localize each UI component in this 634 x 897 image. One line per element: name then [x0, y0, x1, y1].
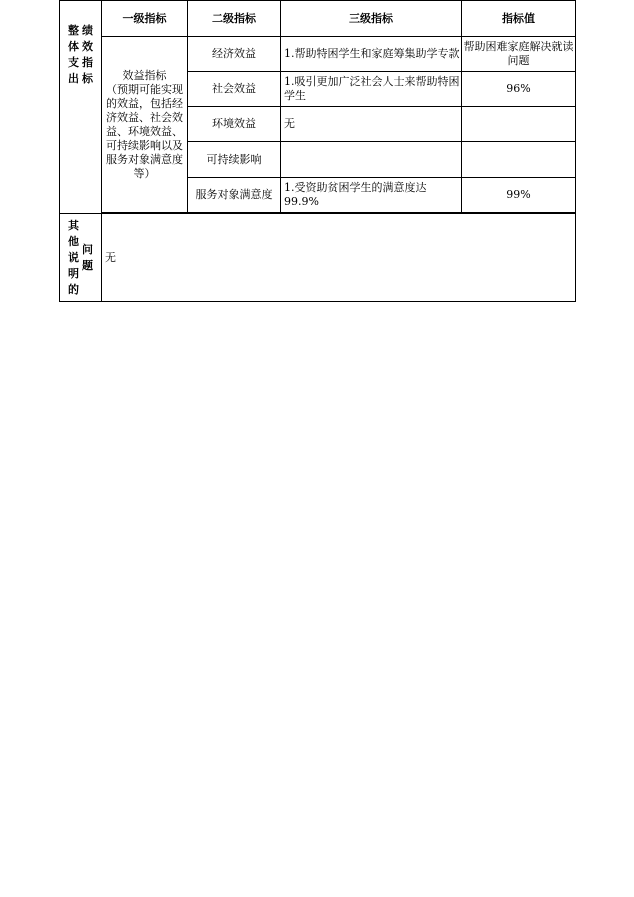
side-label-col2: 绩 效 指 标	[82, 24, 93, 85]
value-cell: 帮助困难家庭解决就读问题	[462, 37, 576, 72]
side-label-col1: 整 体 支 出	[68, 24, 79, 85]
level3-cell: 1.帮助特困学生和家庭筹集助学专款	[281, 37, 462, 72]
header-level3: 三级指标	[281, 1, 462, 37]
other-notes-content: 无	[102, 214, 576, 302]
header-level2: 二级指标	[188, 1, 281, 37]
other-notes-row	[60, 214, 576, 302]
level2-cell: 环境效益	[188, 107, 281, 142]
performance-indicator-table	[59, 0, 576, 302]
level3-cell: 1.受资助贫困学生的满意度达99.9%	[281, 178, 462, 213]
level3-cell: 1.吸引更加广泛社会人士来帮助特困学生	[281, 72, 462, 107]
value-cell	[462, 107, 576, 142]
level1-benefit-cell: 效益指标 （预期可能实现的效益，包括经济效益、社会效益、环境效益、可持续影响以及服务对象满意度等）	[102, 37, 188, 213]
header-row	[60, 1, 576, 37]
level2-cell: 服务对象满意度	[188, 178, 281, 213]
other-label-col2: 问 题	[82, 242, 93, 272]
other-label-col1: 其 他 说 明 的	[68, 218, 79, 296]
value-cell	[462, 142, 576, 178]
overall-performance-label-cell	[60, 1, 102, 214]
other-notes-label-cell	[60, 214, 102, 302]
level2-cell: 可持续影响	[188, 142, 281, 178]
level3-cell: 无	[281, 107, 462, 142]
performance-table-sheet	[59, 0, 575, 302]
table-row	[60, 37, 576, 72]
header-level1: 一级指标	[102, 1, 188, 37]
level2-cell: 社会效益	[188, 72, 281, 107]
value-cell: 96%	[462, 72, 576, 107]
level3-cell	[281, 142, 462, 178]
header-value: 指标值	[462, 1, 576, 37]
level2-cell: 经济效益	[188, 37, 281, 72]
value-cell: 99%	[462, 178, 576, 213]
